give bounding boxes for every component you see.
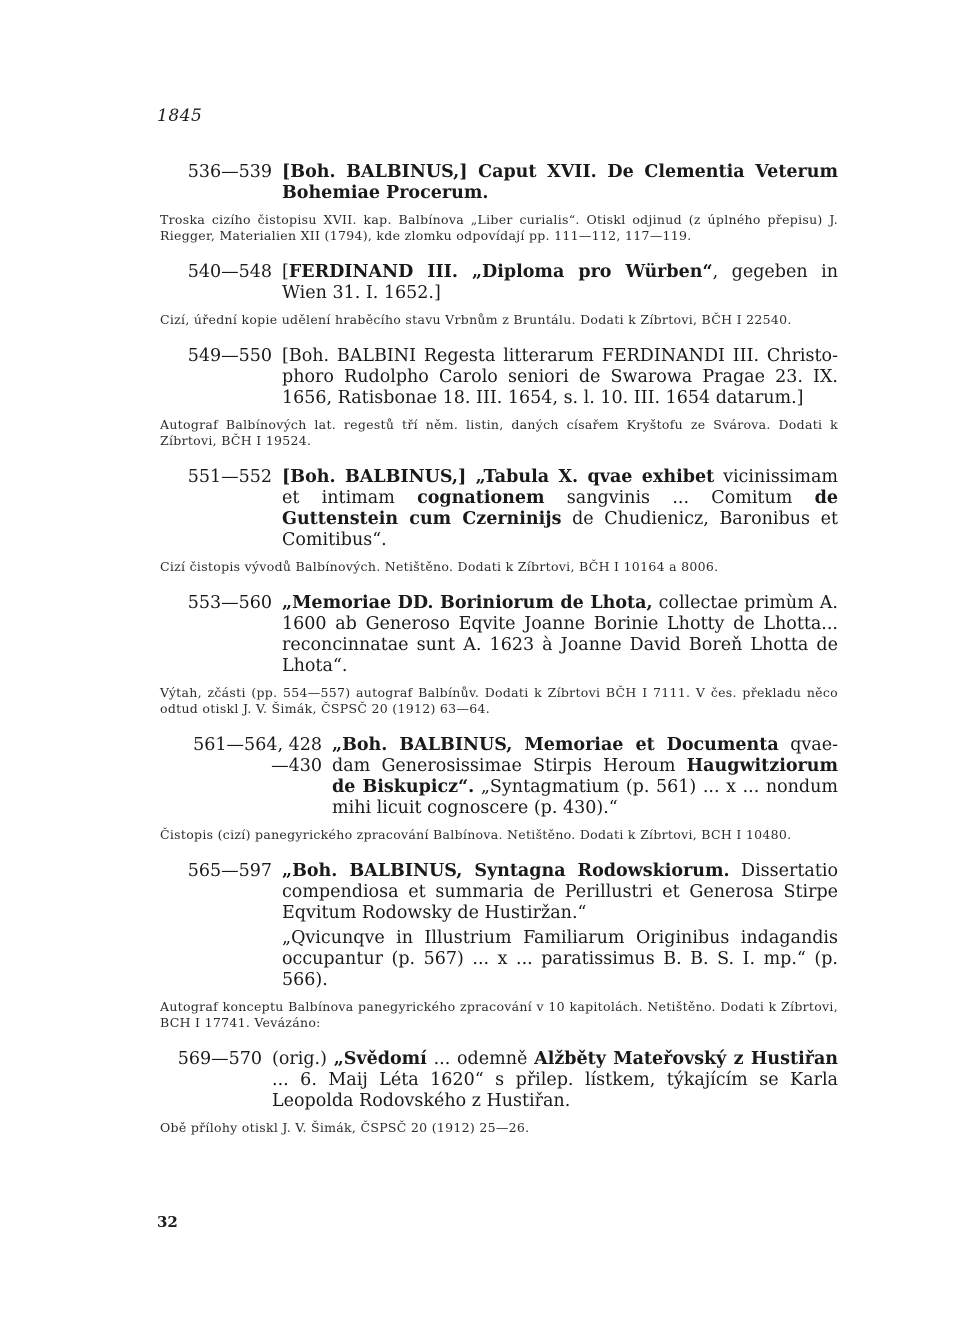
catalog-entry <box>160 346 838 449</box>
entry-page-range: 561—564, 428—430 <box>193 735 322 776</box>
entry-note: Troska cizího čistopisu XVII. kap. Balbínova „Liber curialis“. Otiskl odjinud (z úplného přepisu) J. Riegger, Materialien XII (1794), kde zlomku odpovídají pp. 111—112, 117—119. <box>160 212 838 243</box>
entry-note: Výtah, zčásti (pp. 554—557) autograf Balbínův. Dodati k Zíbrtovi BČH I 7111. V čes. překladu něco odtud otiskl J. V. Šimák, ČSPSČ 20 (1912) 63—64. <box>160 685 838 716</box>
entry-page-range: 536—539 <box>187 162 272 182</box>
entry-heading <box>160 593 838 677</box>
entry-title: „Memoriae DD. Boriniorum de Lhota, collectae primùm A. 1600 ab Generoso Eqvite Joanne Borinie Lhotty de Lhotta... reconcinnatae sunt A. 1623 à Joanne David Boreň Lhotta de Lhota“. <box>282 593 838 676</box>
catalog-entry <box>160 1049 838 1136</box>
entry-note: Autograf konceptu Balbínova panegyrického zpracování v 10 kapitolách. Netištěno. Dodati k Zíbrtovi, BCH I 17741. Vevázáno: <box>160 999 838 1030</box>
entry-title: [Boh. BALBINI Regesta litterarum FERDINANDI III. Christophoro Rudolpho Carolo seniori de Swarowa Pragae 23. IX. 1656, Ratisbonae 18. III. 1654, s. l. 10. III. 1654 datarum.] <box>282 346 838 408</box>
entry-title: „Boh. BALBINUS, Syntagna Rodowskiorum. Dissertatio compendiosa et summaria de Perillustri et Generosa Stirpe Eqvitum Rodowsky de Hustiržan.“ „Qvicunqve in Illustrium Familiarum Originibus indagandis occupantur (p. 567) ... x ... paratissimus B. B. S. I. mp.“ (p. 566). <box>282 861 838 990</box>
entry-heading <box>160 162 838 204</box>
entry-note: Cizí čistopis vývodů Balbínových. Netištěno. Dodati k Zíbrtovi, BČH I 10164 a 8006. <box>160 559 719 574</box>
page-number: 32 <box>157 1213 178 1231</box>
entry-note: Autograf Balbínových lat. regestů tří něm. listin, daných císařem Kryštofu ze Svárova. Dodati k Zíbrtovi, BČH I 19524. <box>160 417 838 448</box>
entry-note: Cizí, úřední kopie udělení hraběcího stavu Vrbnům z Bruntálu. Dodati k Zíbrtovi, BČH I 22540. <box>160 312 792 327</box>
catalog-entry <box>160 861 838 1031</box>
page-header: 1845 <box>157 106 203 126</box>
entry-heading <box>160 861 838 991</box>
entry-page-range: 549—550 <box>187 346 272 366</box>
catalog-entry <box>160 162 838 244</box>
entry-page-range: 551—552 <box>187 467 272 487</box>
entry-title: [Boh. BALBINUS,] „Tabula X. qvae exhibet vicinissimam et intimam cognationem sangvinis ... Comitum de Guttenstein cum Czerninijs de Chudienicz, Baronibus et Comitibus“. <box>282 467 838 550</box>
entry-note: Obě přílohy otiskl J. V. Šimák, ČSPSČ 20 (1912) 25—26. <box>160 1120 530 1135</box>
entry-title: (orig.) „Svědomí ... odemně Alžběty Mateřovský z Hustiřan ... 6. Maij Léta 1620“ s přilep. lístkem, týkajícím se Karla Leopolda Rodovského z Hustiřan. <box>272 1049 839 1111</box>
entry-note: Čistopis (cizí) panegyrického zpracování Balbínova. Netištěno. Dodati k Zíbrtovi, BCH I 10480. <box>160 827 792 842</box>
catalog-entries <box>160 162 838 1154</box>
catalog-entry <box>160 262 838 328</box>
catalog-entry <box>160 593 838 717</box>
entry-title: [FERDINAND III. „Diploma pro Würben“, gegeben in Wien 31. I. 1652.] <box>282 262 838 303</box>
catalog-entry <box>160 735 838 843</box>
entry-page-range: 540—548 <box>187 262 272 282</box>
entry-title: [Boh. BALBINUS,] Caput XVII. De Clementia Veterum Bohemiae Procerum. <box>282 162 838 203</box>
entry-page-range: 569—570 <box>177 1049 262 1069</box>
catalog-entry <box>160 467 838 575</box>
entry-heading <box>160 467 838 551</box>
entry-heading <box>160 262 838 304</box>
entry-page-range: 553—560 <box>187 593 272 613</box>
entry-heading <box>160 1049 838 1112</box>
entry-page-range: 565—597 <box>187 861 272 881</box>
entry-heading <box>160 346 838 409</box>
entry-heading <box>160 735 838 819</box>
entry-title: „Boh. BALBINUS, Memoriae et Documenta qvaedam Generosissimae Stirpis Heroum Haugwitziorum de Biskupicz“. „Syntagmatium (p. 561) ... x ... nondum mihi licuit cognoscere (p. 430).“ <box>332 735 838 818</box>
